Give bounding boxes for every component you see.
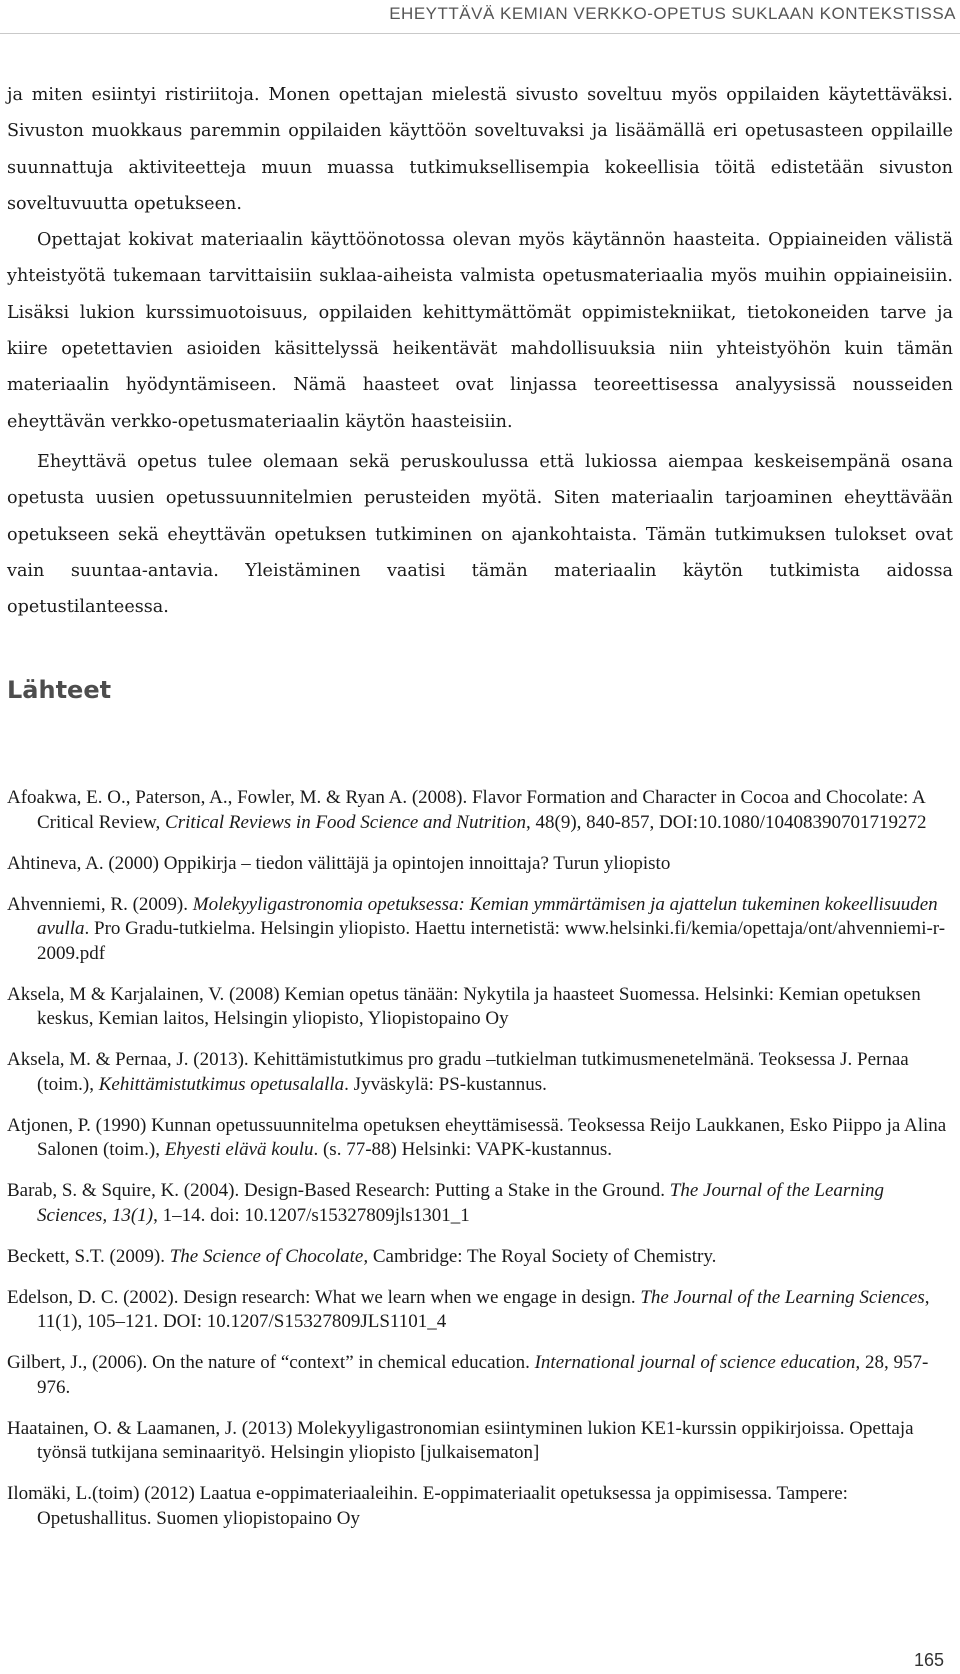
running-header: EHEYTTÄVÄ KEMIAN VERKKO-OPETUS SUKLAAN KONTEKSTISSA	[0, 0, 960, 34]
reference-item: Atjonen, P. (1990) Kunnan opetussuunnitelma opetuksen eheyttämisessä. Teoksessa Reijo Laukkanen, Esko Piippo ja Alina Salonen (toim.), Ehyesti elävä koulu. (s. 77-88) Helsinki: VAPK-kustannus.	[7, 1114, 947, 1160]
references-heading: Lähteet	[7, 676, 112, 704]
reference-list	[7, 786, 953, 1548]
reference-item: Aksela, M. & Pernaa, J. (2013). Kehittämistutkimus pro gradu –tutkielman tutkimusmenetelmänä. Teoksessa J. Pernaa (toim.), Kehittämistutkimus opetusalalla. Jyväskylä: PS-kustannus.	[7, 1049, 909, 1095]
paragraph-3: Eheyttävä opetus tulee olemaan sekä peruskoulussa että lukiossa aiempaa keskeisempänä osana opetusta uusien opetussuunnitelmien perusteiden myötä. Siten materiaalin tarjoaminen eheyttävään opetukseen sekä eheyttävän opetuksen tutkiminen on ajankohtaista. Tämän tutkimuksen tulokset ovat vain suuntaa-antavia. Yleistäminen vaatisi tämän materiaalin käytön tutkimista aidossa opetustilanteessa.	[7, 451, 953, 618]
reference-item: Barab, S. & Squire, K. (2004). Design-Based Research: Putting a Stake in the Ground. The Journal of the Learning Sciences, 13(1), 1–14. doi: 10.1207/s15327809jls1301_1	[7, 1180, 885, 1226]
reference-item: Edelson, D. C. (2002). Design research: What we learn when we engage in design. The Journal of the Learning Sciences, 11(1), 105–121. DOI: 10.1207/S15327809JLS1101_4	[7, 1286, 930, 1332]
reference-item: Afoakwa, E. O., Paterson, A., Fowler, M. & Ryan A. (2008). Flavor Formation and Character in Cocoa and Chocolate: A Critical Review, Critical Reviews in Food Science and Nutrition, 48(9), 840-857, DOI:10.1080/10408390701719272	[7, 787, 927, 833]
reference-item: Beckett, S.T. (2009). The Science of Chocolate, Cambridge: The Royal Society of Chemistry.	[7, 1245, 717, 1267]
reference-item: Haatainen, O. & Laamanen, J. (2013) Molekyyligastronomian esiintyminen lukion KE1-kurssin oppikirjoissa. Opettaja työnsä tutkijana seminaarityö. Helsingin yliopisto [julkaisematon]	[7, 1417, 914, 1463]
reference-item: Ilomäki, L.(toim) (2012) Laatua e-oppimateriaaleihin. E-oppimateriaalit opetuksessa ja oppimisessa. Tampere: Opetushallitus. Suomen yliopistopaino Oy	[7, 1483, 848, 1529]
reference-item: Aksela, M & Karjalainen, V. (2008) Kemian opetus tänään: Nykytila ja haasteet Suomessa. Helsinki: Kemian opetuksen keskus, Kemian laitos, Helsingin yliopisto, Yliopistopaino Oy	[7, 983, 921, 1029]
page-number: 165	[913, 1650, 944, 1670]
paragraph-1: ja miten esiintyi ristiriitoja. Monen opettajan mielestä sivusto soveltuu myös oppilaiden käytettäväksi. Sivuston muokkaus paremmin oppilaiden käyttöön soveltuvaksi ja lisäämällä eri opetusasteen oppilaille suunnattuja aktiviteetteja muun muassa tutkimuksellisempia kokeellisia töitä edistetään sivuston soveltuvuutta opetukseen.	[7, 85, 953, 214]
reference-item: Ahtineva, A. (2000) Oppikirja – tiedon välittäjä ja opintojen innoittaja? Turun yliopisto	[7, 852, 671, 874]
paragraph-2: Opettajat kokivat materiaalin käyttöönotossa olevan myös käytännön haasteita. Oppiaineiden välistä yhteistyötä tukemaan tarvittaisiin suklaa-aiheista valmista opetusmateriaalia myös muihin oppiaineisiin. Lisäksi lukion kurssimuotoisuus, oppilaiden kehittymättömät oppimistekniikat, tietokoneiden tarve ja kiire opetettavien asioiden käsittelyssä heikentävät mahdollisuuksia niin yhteistyöhön kuin tämän materiaalin hyödyntämiseen. Nämä haasteet ovat linjassa teoreettisessa analyysissä nousseiden eheyttävän verkko-opetusmateriaalin käytön haasteisiin.	[7, 230, 953, 432]
reference-item: Ahvenniemi, R. (2009). Molekyyligastronomia opetuksessa: Kemian ymmärtämisen ja ajattelun tukeminen kokeellisuuden avulla. Pro Gradu-tutkielma. Helsingin yliopisto. Haettu internetistä: www.helsinki.fi/kemia/opettaja/ont/ahvenniemi-r-2009.pdf	[7, 893, 946, 964]
body-text	[7, 77, 953, 625]
reference-item: Gilbert, J., (2006). On the nature of “context” in chemical education. International journal of science education, 28, 957-976.	[7, 1352, 929, 1398]
